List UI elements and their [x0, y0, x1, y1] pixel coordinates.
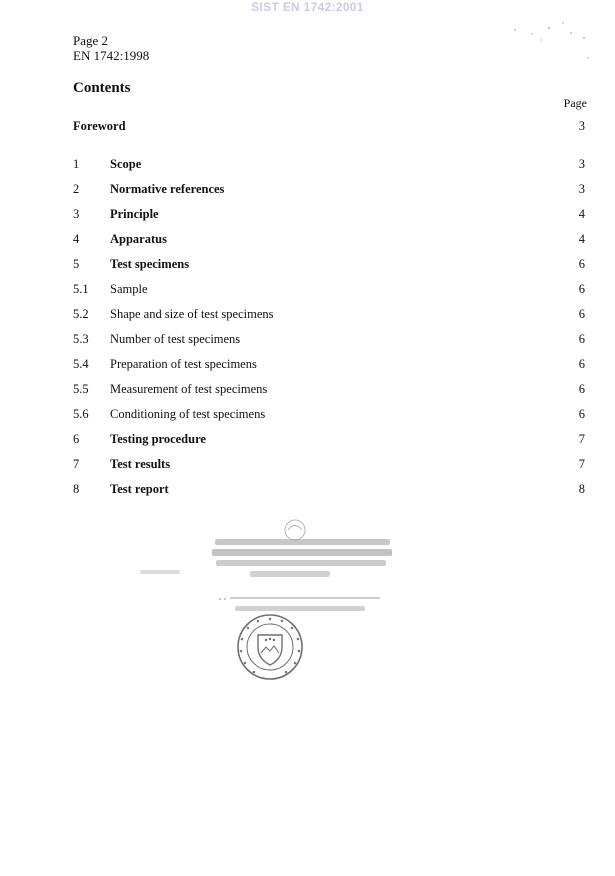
page-label: Page 2	[73, 33, 109, 48]
toc-entry	[0, 280, 615, 298]
toc-page: 4	[578, 207, 585, 221]
toc-number: 8	[73, 482, 80, 496]
standard-code: EN 1742:1998	[73, 48, 150, 63]
toc-title: Test specimens	[110, 257, 190, 271]
scan-specks	[505, 14, 605, 74]
toc-entry	[0, 405, 615, 423]
toc-page: 6	[578, 407, 585, 421]
toc-entry	[0, 455, 615, 473]
toc-page: 6	[578, 257, 585, 271]
toc-entry	[0, 355, 615, 373]
toc-title: Test results	[110, 457, 171, 471]
toc-page: 3	[578, 182, 585, 196]
toc-number: 5.3	[73, 332, 89, 346]
toc-entry	[0, 155, 615, 173]
toc-title: Principle	[110, 207, 159, 221]
toc-page: 6	[578, 332, 585, 346]
toc-page: 6	[578, 282, 585, 296]
toc-title: Apparatus	[110, 232, 167, 246]
toc-number: 5.4	[73, 357, 89, 371]
toc-page: 6	[578, 307, 585, 321]
toc-title: Measurement of test specimens	[110, 382, 268, 396]
toc-entry	[0, 480, 615, 498]
toc-entry	[0, 380, 615, 398]
toc-entry	[0, 230, 615, 248]
toc-title: Sample	[110, 282, 148, 296]
toc-page: 3	[578, 157, 585, 171]
toc-title: Conditioning of test specimens	[110, 407, 266, 421]
toc-number: 5.2	[73, 307, 89, 321]
toc-entry	[0, 180, 615, 198]
toc-page: 7	[578, 457, 585, 471]
toc-entry	[0, 205, 615, 223]
page-column-label: Page	[563, 96, 587, 110]
toc-entry	[0, 330, 615, 348]
contents-title: Contents	[73, 80, 131, 96]
toc-page: 6	[578, 357, 585, 371]
toc-number: 1	[73, 157, 80, 171]
toc-title: Shape and size of test specimens	[110, 307, 274, 321]
toc-number: 5.1	[73, 282, 89, 296]
toc-entry	[0, 305, 615, 323]
toc-number: 6	[73, 432, 80, 446]
toc-entry	[0, 255, 615, 273]
official-stamp	[130, 515, 410, 690]
toc-number: 5.6	[73, 407, 89, 421]
toc-title: Test report	[110, 482, 169, 496]
toc-title: Normative references	[110, 182, 225, 196]
toc-number: 3	[73, 207, 80, 221]
toc-title: Testing procedure	[110, 432, 206, 446]
toc-number: 2	[73, 182, 80, 196]
page-header	[73, 33, 149, 63]
toc-page: 3	[578, 119, 585, 133]
toc-title: Foreword	[73, 119, 126, 133]
toc-page: 4	[578, 232, 585, 246]
toc-number: 5.5	[73, 382, 89, 396]
toc-title: Preparation of test specimens	[110, 357, 257, 371]
watermark: SIST EN 1742:2001	[251, 0, 364, 14]
toc-title: Scope	[110, 157, 142, 171]
toc-entry	[0, 430, 615, 448]
toc-page: 6	[578, 382, 585, 396]
toc-number: 7	[73, 457, 80, 471]
toc-title: Number of test specimens	[110, 332, 241, 346]
toc-entry	[0, 117, 615, 135]
toc-number: 5	[73, 257, 80, 271]
toc-number: 4	[73, 232, 80, 246]
toc-page: 8	[578, 482, 585, 496]
toc-page: 7	[578, 432, 585, 446]
